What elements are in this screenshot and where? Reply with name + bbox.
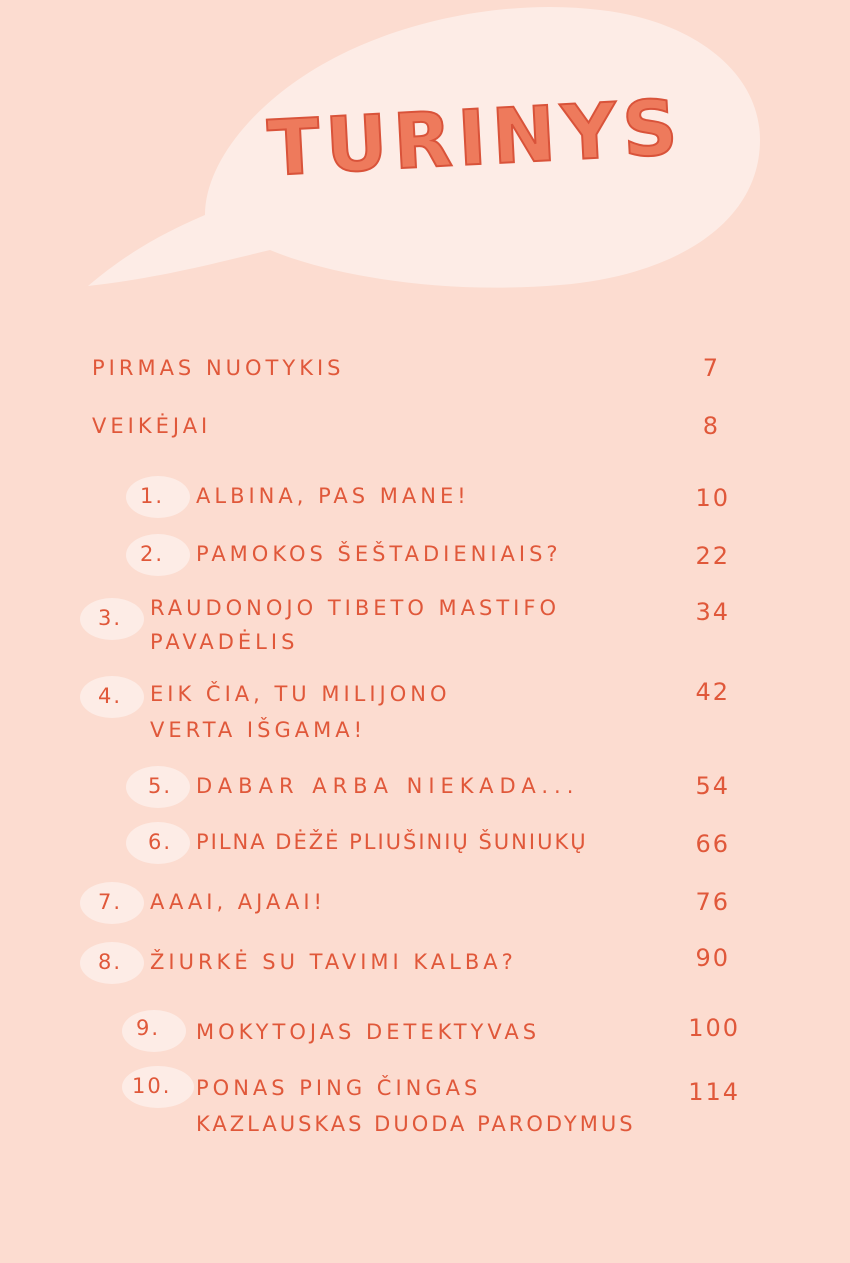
chapter-title: ŽIURKĖ SU TAVIMI KALBA? [150, 950, 517, 974]
chapter-title: PONAS PING ČINGAS [196, 1076, 482, 1100]
chapter-number: 8. [98, 950, 123, 974]
chapter-number: 6. [148, 830, 173, 854]
chapter-page: 76 [695, 888, 730, 916]
chapter-number: 3. [98, 606, 123, 630]
chapter-page: 90 [695, 944, 730, 972]
chapter-title: EIK ČIA, TU MILIJONO [150, 682, 451, 706]
chapter-title-line-2: PAVADĖLIS [150, 630, 299, 654]
chapter-title: PILNA DĖŽĖ PLIUŠINIŲ ŠUNIUKŲ [196, 830, 588, 854]
chapter-title: AAAI, AJAAI! [150, 890, 326, 914]
chapter-title-line-2: KAZLAUSKAS DUODA PARODYMUS [196, 1112, 636, 1136]
chapter-number: 10. [132, 1074, 172, 1098]
chapter-number: 9. [136, 1016, 161, 1040]
chapter-title-line-2: VERTA IŠGAMA! [150, 718, 367, 742]
chapter-number: 4. [98, 684, 123, 708]
chapter-page: 42 [695, 678, 730, 706]
toc-entry-page: 8 [702, 412, 720, 440]
chapter-number: 2. [140, 542, 165, 566]
chapter-title: ALBINA, PAS MANE! [196, 484, 470, 508]
chapter-page: 10 [695, 484, 730, 512]
chapter-page: 100 [688, 1014, 740, 1042]
chapter-page: 66 [695, 830, 730, 858]
toc-entry-page: 7 [702, 354, 720, 382]
chapter-title: RAUDONOJO TIBETO MASTIFO [150, 596, 560, 620]
chapter-page: 22 [695, 542, 730, 570]
toc-entry-label: PIRMAS NUOTYKIS [92, 356, 345, 380]
chapter-number: 1. [140, 484, 165, 508]
chapter-number: 5. [148, 774, 173, 798]
chapter-page: 34 [695, 598, 730, 626]
toc-entry-label: VEIKĖJAI [92, 414, 212, 438]
chapter-number: 7. [98, 890, 123, 914]
chapter-page: 114 [688, 1078, 740, 1106]
chapter-title: PAMOKOS ŠEŠTADIENIAIS? [196, 542, 562, 566]
chapter-title: DABAR ARBA NIEKADA... [196, 774, 580, 798]
chapter-page: 54 [695, 772, 730, 800]
chapter-title: MOKYTOJAS DETEKTYVAS [196, 1020, 541, 1044]
page-title: TURINYS [265, 82, 686, 193]
